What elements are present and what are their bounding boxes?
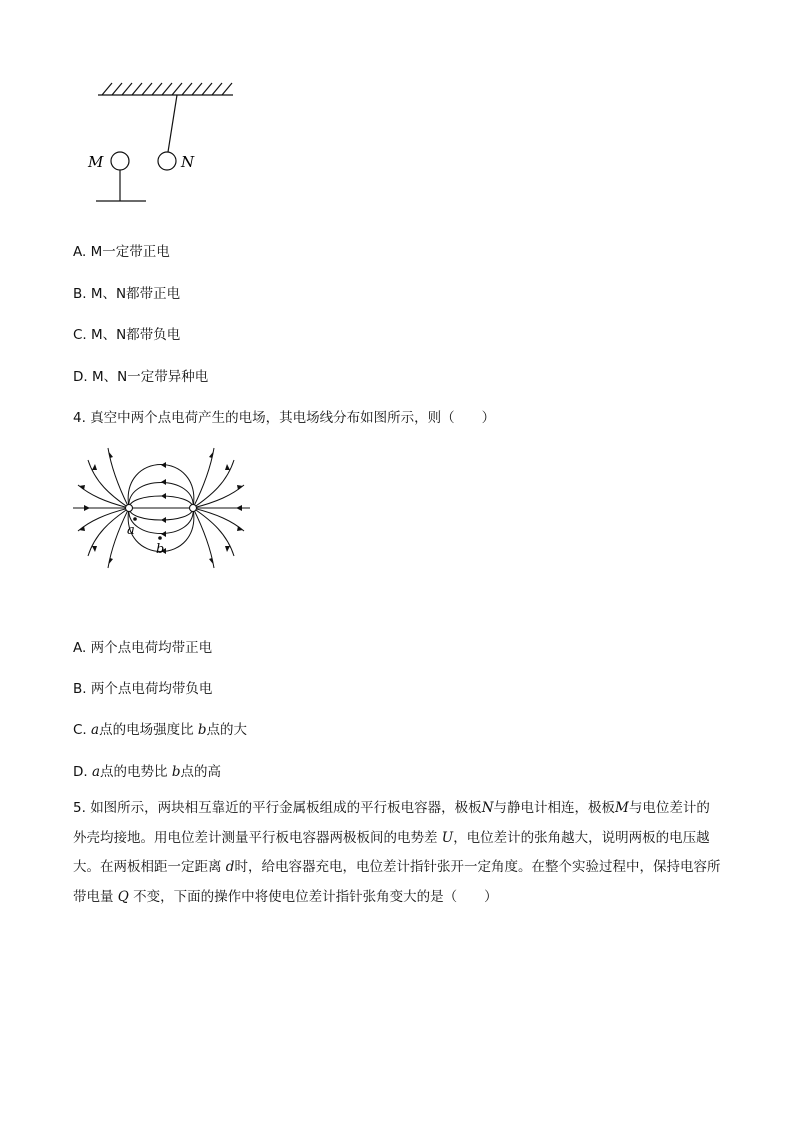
q4-option-a[interactable]: A. 两个点电荷均带正电 [73,640,213,656]
field-line [78,508,129,531]
label-b: b [156,542,165,557]
point-charge-right [190,505,197,512]
point-a [133,517,137,521]
field-line [193,508,244,531]
q4-text: 真空中两个点电荷产生的电场，其电场线分布如图所示，则（ ） [90,410,496,426]
field-line [129,483,193,509]
field-line [129,508,193,534]
ceiling-hatch [98,83,233,95]
figure-field-lines [70,440,255,575]
q4-option-d[interactable]: D. a点的电势比 b点的高 [73,764,221,780]
q3-option-d[interactable]: D. M、N一定带异种电 [73,369,209,385]
figure-charged-balls [80,80,250,210]
ball-n [158,152,176,170]
ball-m [111,152,129,170]
field-line [128,465,194,509]
q5-stem: 5. 如图所示，两块相互靠近的平行金属板组成的平行板电容器，极板N与静电计相连，极板M与电位差计的外壳均接地。用电位差计测量平行板电容器两极板间的电势差 U，电位差计的张角越大，说明两板的电压越大。在两板相距一定距离 d时，给电容器充电，电位差计指针张开一定角度。在整个实验过程中，保持电容所带电量 Q 不变，下面的操作中将使电位差计指针张角变大的是（ ） [73,800,721,905]
field-line [129,508,193,520]
q4-number: 4. [73,410,86,426]
point-b [158,536,162,540]
field-line [193,485,244,508]
q5-number: 5. [73,800,86,816]
q3-option-c[interactable]: C. M、N都带负电 [73,327,181,343]
q4-option-c[interactable]: C. a点的电场强度比 b点的大 [73,722,248,738]
label-m: M [88,153,104,171]
q4-stem [73,406,495,426]
q4-option-b[interactable]: B. 两个点电荷均带负电 [73,681,213,697]
label-a: a [127,523,135,538]
point-charge-left [126,505,133,512]
q3-option-b[interactable]: B. M、N都带正电 [73,286,181,302]
field-line [78,485,129,508]
field-line [129,496,193,508]
suspension-thread [168,95,177,152]
label-n: N [181,153,195,171]
q3-option-a[interactable]: A. M一定带正电 [73,244,170,260]
